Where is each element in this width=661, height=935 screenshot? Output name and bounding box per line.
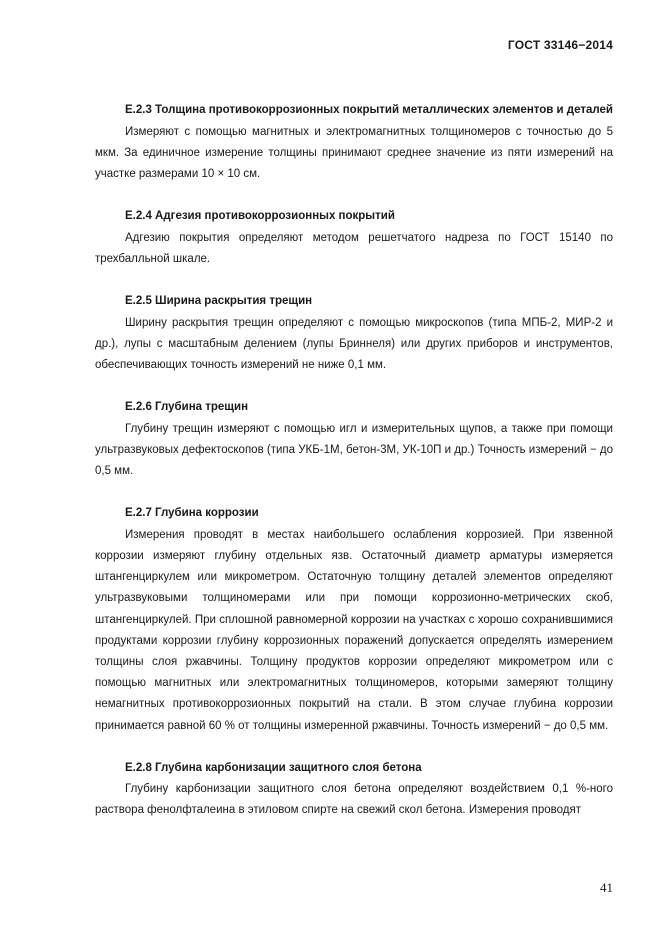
section-heading: Е.2.4 Адгезия противокоррозионных покрытий	[125, 210, 395, 223]
page-number: 41	[600, 880, 613, 895]
section-heading: Е.2.5 Ширина раскрытия трещин	[125, 295, 313, 308]
section-paragraph: Ширину раскрытия трещин определяют с помощью микроскопов (типа МПБ-2, МИР-2 и др.), лупы с масштабным делением (лупы Бриннеля) или других приборов и инструментов, обеспечивающих точность измерений не ниже 0,1 мм.	[95, 316, 613, 371]
page-content	[95, 100, 613, 822]
section-e-2-8	[95, 758, 613, 822]
section-e-2-7	[95, 503, 613, 737]
section-heading: Е.2.7 Глубина коррозии	[125, 507, 259, 520]
section-heading: Е.2.8 Глубина карбонизации защитного слоя бетона	[125, 761, 422, 774]
section-e-2-6	[95, 397, 613, 482]
section-e-2-4	[95, 206, 613, 270]
section-heading: Е.2.3 Толщина противокоррозионных покрытий металлических элементов и деталей	[125, 104, 613, 116]
section-e-2-5	[95, 291, 613, 376]
section-paragraph: Глубину карбонизации защитного слоя бетона определяют воздействием 0,1 %-ного раствора фенолфталеина в этиловом спирте на свежий скол бетона. Измерения проводят	[95, 783, 613, 817]
section-paragraph: Адгезию покрытия определяют методом решетчатого надреза по ГОСТ 15140 по трехбалльной шкале.	[95, 231, 613, 265]
section-heading: Е.2.6 Глубина трещин	[125, 401, 249, 414]
section-paragraph: Измеряют с помощью магнитных и электромагнитных толщиномеров с точностью до 5 мкм. За единичное измерение толщины принимают среднее значение из пяти измерений на участке размерами 10 × 10 см.	[95, 125, 613, 180]
section-paragraph: Глубину трещин измеряют с помощью игл и измерительных щупов, а также при помощи ультразвуковых дефектоскопов (типа УКБ-1М, бетон-3М, УК-10П и др.) Точность измерений − до 0,5 мм.	[95, 422, 613, 478]
document-code: ГОСТ 33146−2014	[507, 38, 613, 52]
section-paragraph: Измерения проводят в местах наибольшего ослабления коррозией. При язвенной коррозии измеряют глубину отдельных язв. Остаточный диаметр арматуры измеряется штангенциркулем или микрометром. Остаточную толщину деталей элементов определяют ультразвуковыми толщиномерами или при помощи коррозионно-метрических скоб, штангенциркулей. При сплошной равномерной коррозии на участках с хорошо сохранившимися продуктами коррозии глубину коррозионных поражений допускается определять измерением толщины слоя ржавчины. Толщину продуктов коррозии определяют микрометром или с помощью магнитных или электромагнитных толщиномеров, которыми замеряют толщину немагнитных противокоррозионных покрытий на стали. В этом случае глубина коррозии принимается равной 60 % от толщины измеренной ржавчины. Точность измерений − до 0,5 мм.	[95, 528, 613, 732]
section-e-2-3	[95, 100, 613, 185]
